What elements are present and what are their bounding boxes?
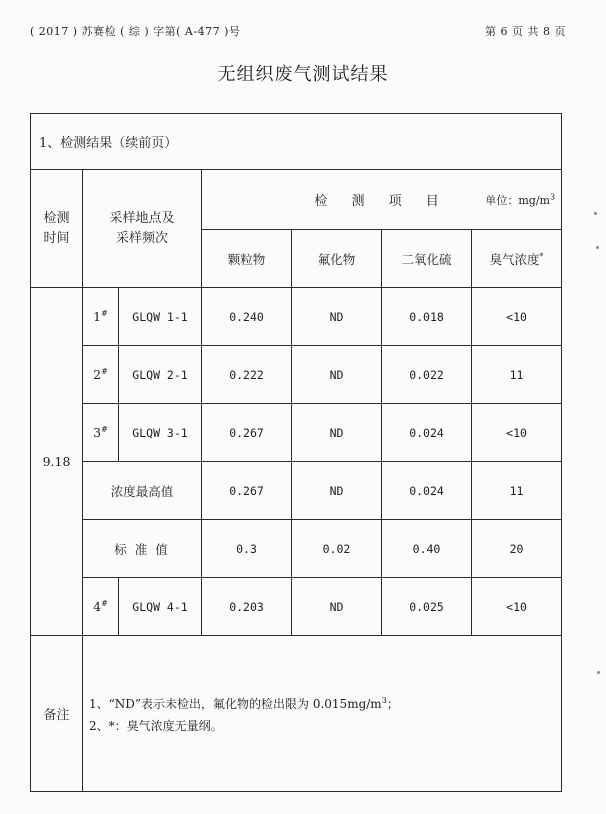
notes-label: 备注 [31,636,83,792]
point-number: 3# [83,404,119,462]
sampling-point: GLQW 4-1 [119,578,202,636]
section-title: 1、检测结果（续前页） [31,114,562,170]
point-number: 2# [83,346,119,404]
max-particulate: 0.267 [202,462,292,520]
table-row [31,578,562,636]
header-sulfur-dioxide: 二氧化硫 [382,230,472,288]
value-sulfur-dioxide: 0.022 [382,346,472,404]
table-row [31,404,562,462]
note-line-1: 1、“ND”表示未检出，氟化物的检出限为 $0.015mg/m^3$； [89,696,399,711]
header-row-1 [31,170,562,230]
sampling-point: GLQW 2-1 [119,346,202,404]
standard-value-row [31,520,562,578]
header-odor-concentration: 臭气浓度* [472,230,562,288]
value-fluoride: ND [292,346,382,404]
document-number: ( 2017 ) 苏赛检 ( 综 ) 字第( A-477 )号 [30,25,241,38]
value-particulate: 0.267 [202,404,292,462]
header-test-items [202,170,562,230]
value-fluoride: ND [292,288,382,346]
max-sulfur-dioxide: 0.024 [382,462,472,520]
section-row [31,114,562,170]
note-line-2: 2、*：臭气浓度无量纲。 [89,719,223,733]
value-particulate: 0.203 [202,578,292,636]
std-sulfur-dioxide: 0.40 [382,520,472,578]
value-sulfur-dioxide: 0.018 [382,288,472,346]
unit-label: 单位：$mg/m^3$ [485,191,556,207]
max-concentration-row [31,462,562,520]
page-title: 无组织废气测试结果 [217,64,389,85]
value-sulfur-dioxide: 0.025 [382,578,472,636]
page-indicator: 第 6 页 共 8 页 [485,25,566,38]
value-particulate: 0.240 [202,288,292,346]
point-number: 1# [83,288,119,346]
std-odor: 20 [472,520,562,578]
header-fluoride: 氟化物 [292,230,382,288]
max-odor: 11 [472,462,562,520]
sampling-point: GLQW 3-1 [119,404,202,462]
results-table [30,113,562,792]
max-fluoride: ND [292,462,382,520]
header-particulate: 颗粒物 [202,230,292,288]
value-fluoride: ND [292,578,382,636]
scan-speck [597,671,600,674]
notes-row [31,636,562,792]
value-odor: <10 [472,404,562,462]
max-concentration-label: 浓度最高值 [83,462,202,520]
std-fluoride: 0.02 [292,520,382,578]
value-odor: 11 [472,346,562,404]
value-fluoride: ND [292,404,382,462]
point-number: 4# [83,578,119,636]
std-particulate: 0.3 [202,520,292,578]
value-odor: <10 [472,578,562,636]
test-date: 9.18 [31,288,83,636]
notes-body [83,636,562,792]
value-particulate: 0.222 [202,346,292,404]
test-items-label: 检 测 项 目 [314,194,449,209]
table-row [31,288,562,346]
standard-value-label: 标 准 值 [83,520,202,578]
sampling-point: GLQW 1-1 [119,288,202,346]
scan-speck [596,246,599,249]
value-sulfur-dioxide: 0.024 [382,404,472,462]
header-test-time: 检测 时间 [31,170,83,288]
scan-speck [594,212,597,215]
header-sampling-location: 采样地点及 采样频次 [83,170,202,288]
value-odor: <10 [472,288,562,346]
table-row [31,346,562,404]
